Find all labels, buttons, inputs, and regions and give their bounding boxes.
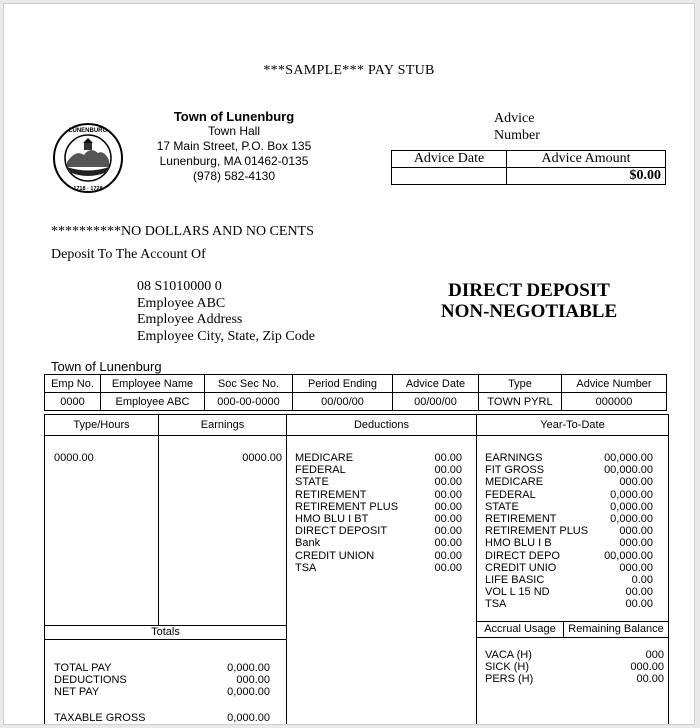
direct-deposit-line1: DIRECT DEPOSIT xyxy=(448,280,610,301)
accruals-list xyxy=(485,649,664,686)
divider xyxy=(158,415,159,625)
ytd-value: 0,000.00 xyxy=(610,488,653,501)
taxable-gross-value: 0,000.00 xyxy=(227,712,270,724)
table-cell: 0000 xyxy=(45,393,101,411)
column-header: Advice Number xyxy=(562,375,667,393)
ytd-value: 000.00 xyxy=(619,525,653,538)
ytd-label: RETIREMENT PLUS xyxy=(485,525,589,538)
total-value: 0,000.00 xyxy=(227,662,270,674)
column-header: Emp No. xyxy=(45,375,101,393)
accrual-value: 000 xyxy=(645,649,664,661)
divider xyxy=(476,637,668,638)
totals-list xyxy=(54,662,270,699)
list-item xyxy=(485,464,653,476)
table-cell: TOWN PYRL xyxy=(479,393,562,411)
deduction-label: TSA xyxy=(295,561,317,574)
ytd-label: EARNINGS xyxy=(485,452,543,464)
list-item xyxy=(485,598,653,610)
taxable-gross-label: TAXABLE GROSS xyxy=(54,712,146,724)
table-cell: 00/00/00 xyxy=(293,393,393,411)
deduction-label: MEDICARE xyxy=(295,452,354,464)
total-label: NET PAY xyxy=(54,686,100,699)
advice-label-line2: Number xyxy=(494,128,540,143)
divider xyxy=(45,639,286,640)
ytd-value: 000.00 xyxy=(619,476,653,489)
deduction-value: 00.00 xyxy=(434,537,462,550)
direct-deposit-notice xyxy=(409,280,649,322)
list-item xyxy=(54,712,270,724)
ytd-label: CREDIT UNIO xyxy=(485,561,557,574)
direct-deposit-line2: NON-NEGOTIABLE xyxy=(440,301,618,322)
list-item xyxy=(54,686,270,698)
type-hours-header: Type/Hours xyxy=(73,419,130,431)
total-label: TOTAL PAY xyxy=(54,662,112,674)
advice-number-label xyxy=(494,110,540,144)
list-item xyxy=(295,525,462,537)
pay-stub-page xyxy=(3,3,695,725)
ytd-value: 000.00 xyxy=(619,561,653,574)
deduction-label: CREDIT UNION xyxy=(295,549,375,562)
list-item xyxy=(485,562,653,574)
deduction-value: 00.00 xyxy=(434,525,462,538)
ytd-value: 00.00 xyxy=(625,598,653,611)
list-item xyxy=(295,537,462,549)
column-header: Type xyxy=(479,375,562,393)
org-line: Lunenburg, MA 01462-0135 xyxy=(159,154,309,168)
accrual-value: 000.00 xyxy=(630,661,664,674)
list-item xyxy=(295,489,462,501)
ytd-label: VOL L 15 ND xyxy=(485,586,550,599)
ytd-value: 00,000.00 xyxy=(604,464,653,477)
ytd-label: HMO BLU I B xyxy=(485,537,552,550)
ytd-value: 00,000.00 xyxy=(604,452,653,464)
employer-label: Town of Lunenburg xyxy=(51,359,162,374)
list-item xyxy=(295,476,462,488)
town-seal-icon xyxy=(52,122,124,194)
list-item xyxy=(485,649,664,661)
list-item xyxy=(485,513,653,525)
employee-city: Employee City, State, Zip Code xyxy=(137,328,315,344)
svg-text:1718 · 1728: 1718 · 1728 xyxy=(73,186,103,192)
employee-info-table xyxy=(44,374,667,411)
ytd-label: LIFE BASIC xyxy=(485,574,545,587)
column-header: Employee Name xyxy=(101,375,205,393)
list-item xyxy=(295,562,462,574)
divider xyxy=(476,621,668,622)
ytd-label: RETIREMENT xyxy=(485,513,557,526)
accrual-label: VACA (H) xyxy=(485,649,532,661)
employee-name: Employee ABC xyxy=(137,295,226,311)
advice-date-header: Advice Date xyxy=(392,151,507,168)
advice-date-value xyxy=(392,168,507,185)
table-cell: Employee ABC xyxy=(101,393,205,411)
remaining-balance-header: Remaining Balance xyxy=(568,623,664,635)
ytd-label: FEDERAL xyxy=(485,488,536,501)
totals-header: Totals xyxy=(151,626,180,638)
org-line: Town Hall xyxy=(207,124,261,138)
column-header: Soc Sec No. xyxy=(205,375,293,393)
list-item xyxy=(295,501,462,513)
type-hours-value: 0000.00 xyxy=(54,452,94,464)
advice-amount-header: Advice Amount xyxy=(507,151,666,168)
org-line: (978) 582-4130 xyxy=(192,169,276,183)
deduction-value: 00.00 xyxy=(434,561,462,574)
amount-in-words: **********NO DOLLARS AND NO CENTS xyxy=(51,224,314,239)
deduction-value: 00.00 xyxy=(434,549,462,562)
deduction-value: 00.00 xyxy=(434,464,462,477)
earnings-value: 0000.00 xyxy=(242,452,282,464)
list-item xyxy=(485,673,664,685)
list-item xyxy=(485,550,653,562)
list-item xyxy=(485,537,653,549)
accrual-label: SICK (H) xyxy=(485,661,529,674)
ytd-value: 000.00 xyxy=(619,537,653,550)
list-item xyxy=(295,550,462,562)
advice-label-line1: Advice xyxy=(494,111,535,126)
org-name: Town of Lunenburg xyxy=(173,109,295,124)
table-cell: 00/00/00 xyxy=(393,393,479,411)
total-label: DEDUCTIONS xyxy=(54,674,127,687)
deposit-to-label: Deposit To The Account Of xyxy=(51,247,206,262)
table-cell: 000000 xyxy=(562,393,667,411)
list-item xyxy=(54,662,270,674)
list-item xyxy=(485,574,653,586)
ytd-value: 00.00 xyxy=(625,586,653,599)
ytd-label: TSA xyxy=(485,598,507,611)
total-value: 000.00 xyxy=(236,674,270,687)
accrual-value: 00.00 xyxy=(636,673,664,686)
account-number: 08 S1010000 0 xyxy=(137,279,222,294)
deduction-label: RETIREMENT xyxy=(295,488,367,501)
list-item xyxy=(295,464,462,476)
list-item xyxy=(295,513,462,525)
table-header-row xyxy=(45,375,667,393)
org-address-block xyxy=(134,109,334,184)
ytd-header: Year-To-Date xyxy=(540,419,605,431)
total-value: 0,000.00 xyxy=(227,686,270,699)
ytd-label: DIRECT DEPO xyxy=(485,549,560,562)
list-item xyxy=(54,674,270,686)
list-item xyxy=(485,489,653,501)
earnings-header: Earnings xyxy=(200,419,245,431)
deduction-value: 00.00 xyxy=(434,476,462,489)
divider xyxy=(476,415,477,725)
deduction-value: 00.00 xyxy=(434,488,462,501)
page-title: ***SAMPLE*** PAY STUB xyxy=(263,63,435,78)
ytd-value: 0.00 xyxy=(631,574,653,587)
deductions-header: Deductions xyxy=(353,419,410,431)
deduction-label: DIRECT DEPOSIT xyxy=(295,525,388,538)
list-item xyxy=(485,525,653,537)
ytd-list xyxy=(485,452,653,611)
ytd-value: 0,000.00 xyxy=(610,500,653,513)
deductions-list xyxy=(295,452,462,574)
accrual-usage-header: Accrual Usage xyxy=(484,623,556,635)
column-header: Period Ending xyxy=(293,375,393,393)
list-item xyxy=(485,452,653,464)
column-header: Advice Date xyxy=(393,375,479,393)
deduction-value: 00.00 xyxy=(434,452,462,464)
ytd-label: STATE xyxy=(485,500,519,513)
list-item xyxy=(295,452,462,464)
table-cell: 000-00-0000 xyxy=(205,393,293,411)
deduction-label: RETIREMENT PLUS xyxy=(295,500,399,513)
ytd-label: MEDICARE xyxy=(485,476,544,489)
divider xyxy=(286,415,287,725)
list-item xyxy=(485,476,653,488)
list-item xyxy=(485,501,653,513)
ytd-value: 0,000.00 xyxy=(610,513,653,526)
employee-address: Employee Address xyxy=(137,312,243,327)
taxable-gross-row xyxy=(54,712,270,724)
list-item xyxy=(485,661,664,673)
svg-text:LUNENBURG: LUNENBURG xyxy=(68,128,108,134)
table-row xyxy=(45,393,667,411)
ytd-label: FIT GROSS xyxy=(485,464,545,477)
advice-amount-value: $0.00 xyxy=(507,168,666,185)
accrual-label: PERS (H) xyxy=(485,673,534,686)
org-line: 17 Main Street, P.O. Box 135 xyxy=(156,139,312,153)
ytd-value: 00,000.00 xyxy=(604,549,653,562)
deduction-value: 00.00 xyxy=(434,500,462,513)
list-item xyxy=(485,586,653,598)
pay-details-grid xyxy=(44,414,669,725)
deduction-label: Bank xyxy=(295,537,321,550)
account-block xyxy=(137,279,315,345)
deduction-value: 00.00 xyxy=(434,513,462,526)
divider xyxy=(45,435,668,436)
deduction-label: STATE xyxy=(295,476,329,489)
deduction-label: HMO BLU I BT xyxy=(295,513,369,526)
deduction-label: FEDERAL xyxy=(295,464,346,477)
advice-table xyxy=(391,150,666,185)
